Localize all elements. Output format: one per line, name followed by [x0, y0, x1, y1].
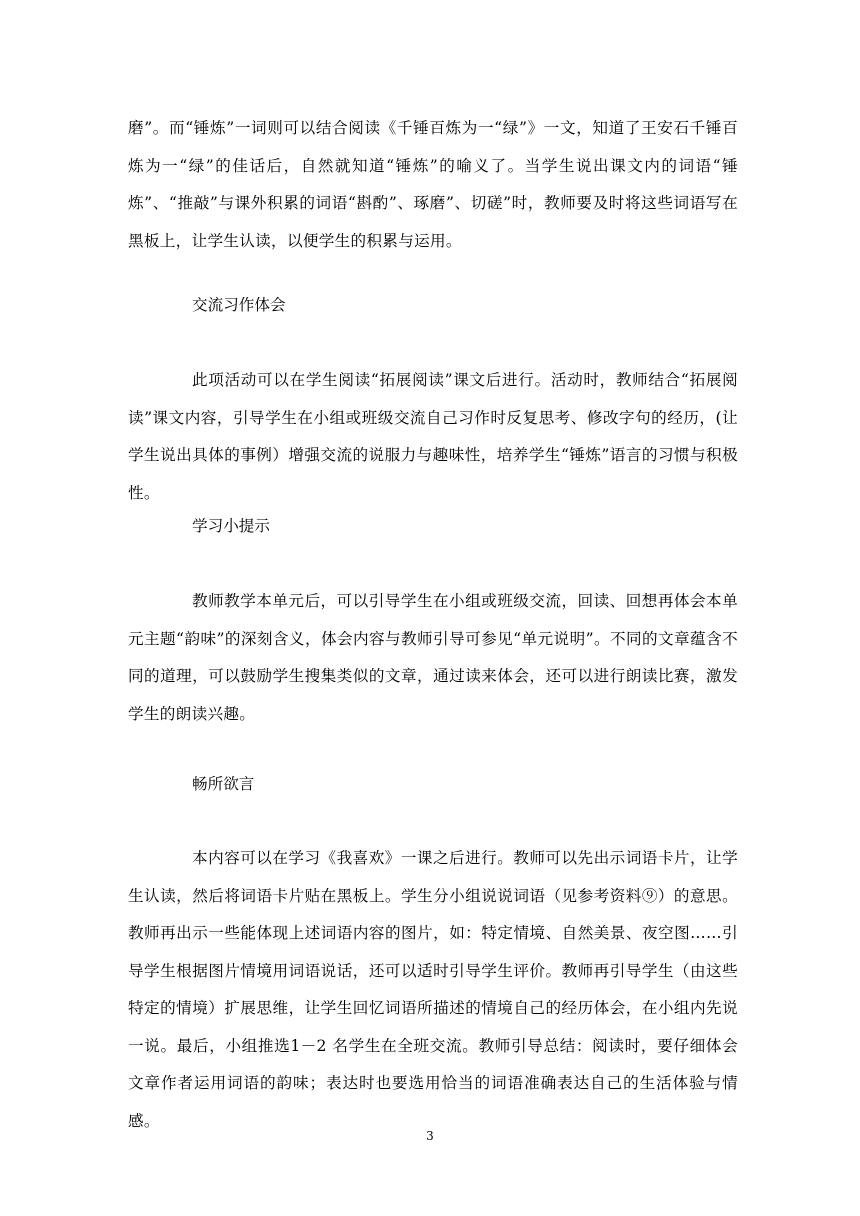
section-heading-exchange-writing: 交流习作体会: [192, 296, 286, 314]
section-heading-speak-freely: 畅所欲言: [192, 775, 255, 793]
paragraph-forging-words: 磨”。而“锤炼”一词则可以结合阅读《千锤百炼为一“绿”》一文，知道了王安石千锤百炼为一“绿”的佳话后，自然就知道“锤炼”的喻义了。当学生说出课文内的词语“锤炼”、“推敲”与课外积累的词语“斟酌”、琢磨”、切磋”时，教师要及时将这些词语写在黑板上，让学生认读，以便学生的积累与运用。: [128, 119, 738, 250]
page-number: 3: [426, 1129, 434, 1143]
paragraph-exchange-writing: 此项活动可以在学生阅读“拓展阅读”课文后进行。活动时，教师结合“拓展阅读”课文内容，引导学生在小组或班级交流自己习作时反复思考、修改字句的经历，(让学生说出具体的事例）增强交流的说服力与趣味性，培养学生“锤炼”语言的习惯与积极性。: [128, 371, 738, 502]
paragraph-speak-freely: 本内容可以在学习《我喜欢》一课之后进行。教师可以先出示词语卡片，让学生认读，然后将词语卡片贴在黑板上。学生分小组说说词语（见参考资料⑨）的意思。教师再出示一些能体现上述词语内容的图片，如：特定情境、自然美景、夜空图……引导学生根据图片情境用词语说话，还可以适时引导学生评价。教师再引导学生（由这些特定的情境）扩展思维，让学生回忆词语所描述的情境自己的经历体会，在小组内先说一说。最后，小组推选1－2 名学生在全班交流。教师引导总结：阅读时，要仔细体会文章作者运用词语的韵味；表达时也要选用恰当的词语准确表达自己的生活体验与情感。: [128, 849, 738, 1130]
paragraph-study-tips: 教师教学本单元后，可以引导学生在小组或班级交流，回读、回想再体会本单元主题“韵味”的深刻含义，体会内容与教师引导可参见“单元说明”。不同的文章蕴含不同的道理，可以鼓励学生搜集类似的文章，通过读来体会，还可以进行朗读比赛，激发学生的朗读兴趣。: [128, 592, 738, 723]
section-heading-study-tips: 学习小提示: [192, 517, 270, 535]
